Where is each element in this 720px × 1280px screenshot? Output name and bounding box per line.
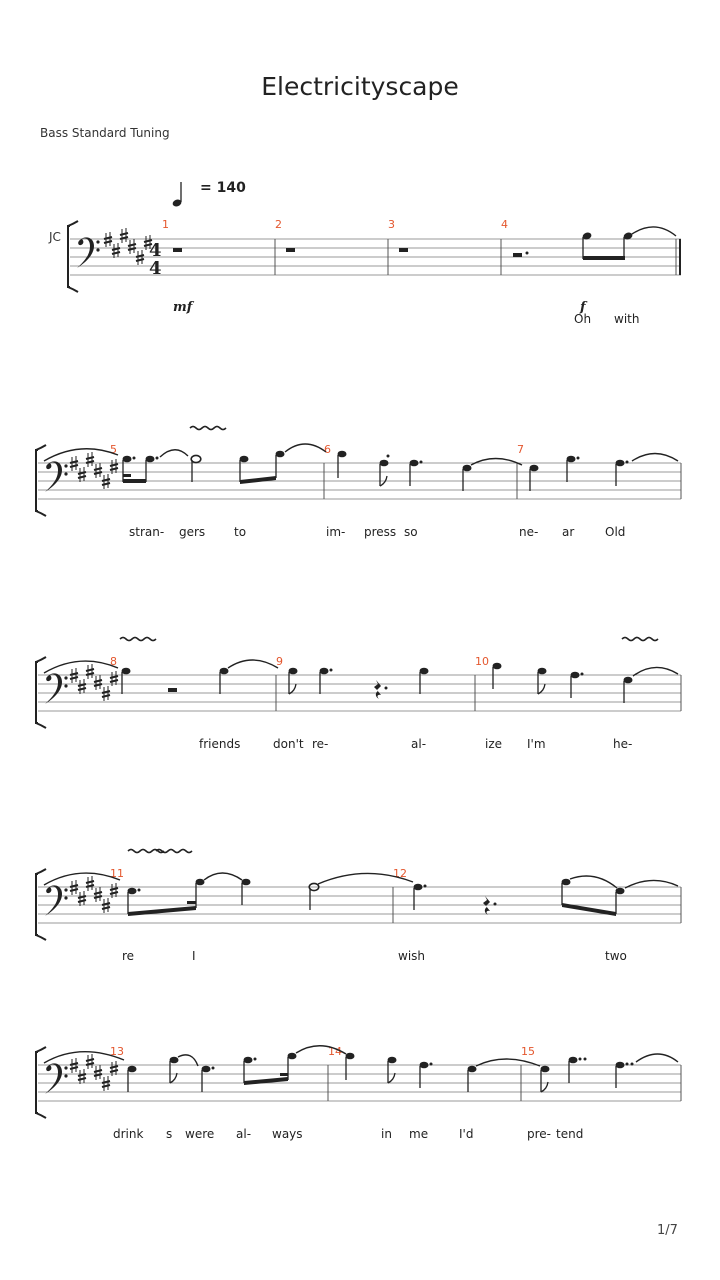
measure-number: 5: [110, 443, 117, 456]
lyric-syllable: so: [404, 525, 418, 539]
measure-number: 13: [110, 1045, 124, 1058]
measure-number: 3: [388, 218, 395, 231]
lyric-syllable: ways: [272, 1127, 303, 1141]
lyric-syllable: in: [381, 1127, 392, 1141]
measure-number: 12: [393, 867, 407, 880]
lyric-syllable: I'd: [459, 1127, 474, 1141]
measure-number: 15: [521, 1045, 535, 1058]
lyric-syllable: stran-: [129, 525, 165, 539]
page-number: 1/7: [657, 1223, 678, 1238]
measure-number: 9: [276, 655, 283, 668]
quarter-note-icon: [172, 182, 183, 208]
lyric-syllable: re: [122, 949, 135, 963]
lyric-syllable: Oh: [574, 312, 592, 326]
lyric-syllable: ize: [485, 737, 503, 751]
lyric-syllable: al-: [236, 1127, 252, 1141]
measure-number: 1: [162, 218, 169, 231]
measure-number: 10: [475, 655, 489, 668]
lyric-syllable: two: [605, 949, 627, 963]
lyric-syllable: me: [409, 1127, 429, 1141]
measure-number: 7: [517, 443, 524, 456]
lyric-syllable: I: [192, 949, 196, 963]
measure-number: 8: [110, 655, 117, 668]
dynamic-f: f: [580, 300, 586, 315]
time-sig-top: 4: [149, 240, 162, 261]
dynamic-mf: mf: [173, 300, 193, 315]
lyric-syllable: gers: [179, 525, 206, 539]
lyric-syllable: friends: [199, 737, 241, 751]
staff-system-2: [36, 427, 681, 517]
measure-number: 11: [110, 867, 124, 880]
lyric-syllable: pre-: [527, 1127, 551, 1141]
lyric-syllable: Old: [605, 525, 626, 539]
lyric-syllable: with: [614, 312, 640, 326]
lyric-syllable: s: [166, 1127, 173, 1141]
time-sig-bottom: 4: [149, 258, 162, 279]
lyric-syllable: were: [185, 1127, 215, 1141]
lyric-syllable: wish: [398, 949, 426, 963]
measure-number: 2: [275, 218, 282, 231]
measure-number: 14: [328, 1045, 342, 1058]
tuning-label: Bass Standard Tuning: [40, 126, 170, 140]
lyric-syllable: drink: [113, 1127, 144, 1141]
lyric-syllable: al-: [411, 737, 427, 751]
lyric-syllable: re-: [312, 737, 329, 751]
staff-system-4: [36, 850, 681, 941]
staff-system-3: [36, 638, 681, 729]
measure-number: 4: [501, 218, 508, 231]
lyric-syllable: tend: [556, 1127, 584, 1141]
tempo-marking: = 140: [200, 180, 246, 196]
staff-system-1: [68, 221, 681, 292]
lyric-syllable: I'm: [527, 737, 546, 751]
score-title: Electricityscape: [261, 72, 459, 101]
lyric-syllable: ar: [562, 525, 575, 539]
lyric-syllable: to: [234, 525, 247, 539]
lyric-syllable: he-: [613, 737, 633, 751]
lyric-syllable: im-: [326, 525, 346, 539]
lyric-syllable: press: [364, 525, 397, 539]
lyric-syllable: ne-: [519, 525, 539, 539]
instrument-label: JC: [49, 230, 61, 244]
measure-number: 6: [324, 443, 331, 456]
lyric-syllable: don't: [273, 737, 304, 751]
staff-system-5: [36, 1046, 681, 1118]
